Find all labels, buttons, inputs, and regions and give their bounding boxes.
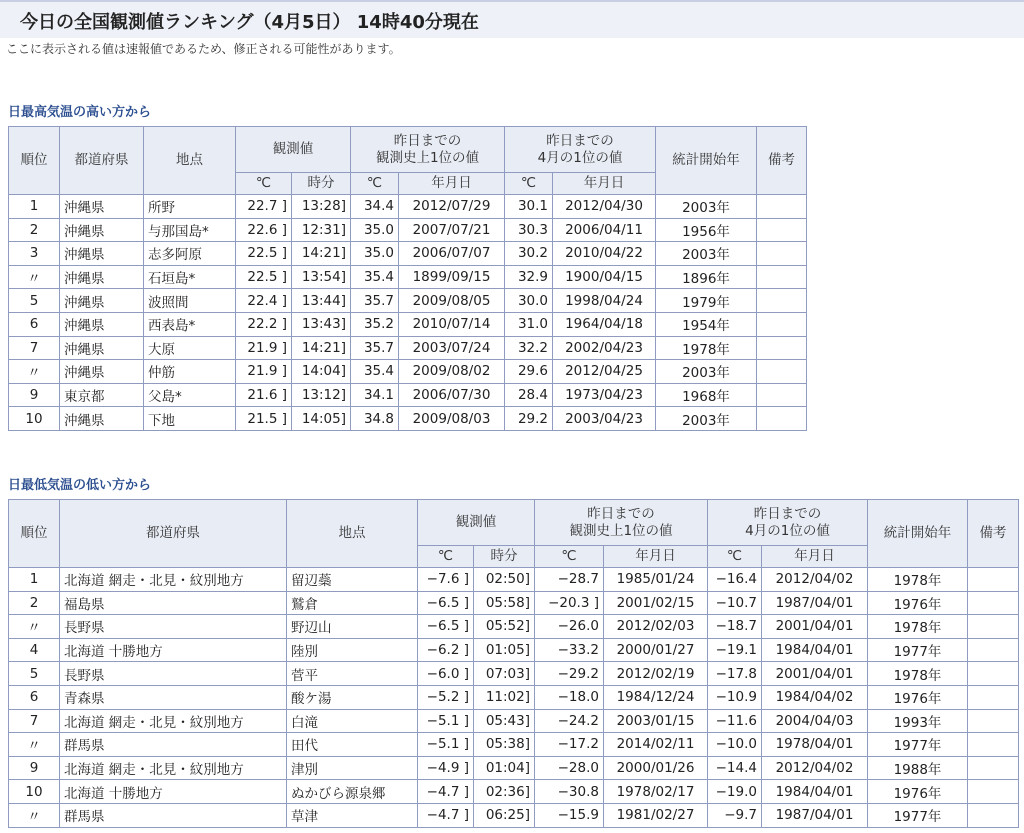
- cell-place: 草津: [287, 803, 418, 827]
- cell-historical-date: 2000/01/26: [604, 756, 708, 780]
- cell-historical-value: 35.2: [351, 312, 399, 336]
- header-observed: 観測値: [418, 500, 535, 546]
- subheader-date: 年月日: [604, 546, 708, 568]
- table-row: [9, 242, 807, 266]
- cell-prefecture: 長野県: [60, 615, 287, 639]
- cell-historical-date: 1984/12/24: [604, 685, 708, 709]
- cell-start-year: 1954年: [656, 312, 757, 336]
- cell-historical-value: 35.0: [351, 242, 399, 266]
- subheader-degC: ℃: [708, 546, 762, 568]
- cell-prefecture: 長野県: [60, 662, 287, 686]
- cell-note: [968, 591, 1019, 615]
- low-temp-heading: 日最低気温の低い方から: [8, 478, 152, 493]
- cell-prefecture: 北海道 網走・北見・紋別地方: [60, 568, 287, 592]
- cell-observed-value: −5.1 ]: [418, 709, 474, 733]
- table-row: [9, 336, 807, 360]
- cell-april-date: 2001/04/01: [762, 662, 868, 686]
- subheader-time: 時分: [474, 546, 535, 568]
- cell-observed-value: 22.5 ]: [236, 242, 292, 266]
- cell-april-date: 2001/04/01: [762, 615, 868, 639]
- cell-observed-value: 21.9 ]: [236, 336, 292, 360]
- cell-observed-value: 22.2 ]: [236, 312, 292, 336]
- cell-rank: 1: [9, 195, 60, 219]
- cell-april-value: 30.2: [505, 242, 553, 266]
- cell-april-date: 2012/04/25: [553, 360, 656, 384]
- cell-historical-date: 2003/07/24: [399, 336, 505, 360]
- cell-observed-time: 05:52]: [474, 615, 535, 639]
- header-rank: 順位: [9, 127, 60, 195]
- cell-place: 留辺蘂: [287, 568, 418, 592]
- cell-rank: 〃: [9, 803, 60, 827]
- cell-prefecture: 沖縄県: [60, 265, 144, 289]
- cell-april-value: 28.4: [505, 383, 553, 407]
- cell-historical-date: 2010/07/14: [399, 312, 505, 336]
- cell-observed-value: 22.4 ]: [236, 289, 292, 313]
- table-row: [9, 756, 1019, 780]
- cell-prefecture: 沖縄県: [60, 242, 144, 266]
- cell-start-year: 1977年: [868, 638, 968, 662]
- cell-observed-value: −6.0 ]: [418, 662, 474, 686]
- cell-observed-value: 21.6 ]: [236, 383, 292, 407]
- cell-rank: 9: [9, 383, 60, 407]
- cell-rank: 7: [9, 336, 60, 360]
- cell-observed-value: −4.9 ]: [418, 756, 474, 780]
- cell-start-year: 1956年: [656, 218, 757, 242]
- cell-note: [968, 615, 1019, 639]
- cell-observed-value: −7.6 ]: [418, 568, 474, 592]
- cell-place: 与那国島*: [144, 218, 236, 242]
- cell-historical-date: 1978/02/17: [604, 780, 708, 804]
- table-row: [9, 709, 1019, 733]
- cell-april-date: 2004/04/03: [762, 709, 868, 733]
- cell-april-value: 32.2: [505, 336, 553, 360]
- cell-historical-value: 34.1: [351, 383, 399, 407]
- cell-april-date: 1984/04/01: [762, 780, 868, 804]
- cell-note: [968, 568, 1019, 592]
- cell-historical-date: 2006/07/30: [399, 383, 505, 407]
- header-notes: 備考: [757, 127, 807, 195]
- cell-april-value: −19.0: [708, 780, 762, 804]
- cell-prefecture: 沖縄県: [60, 218, 144, 242]
- cell-historical-date: 2007/07/21: [399, 218, 505, 242]
- cell-note: [757, 383, 807, 407]
- cell-start-year: 1896年: [656, 265, 757, 289]
- cell-start-year: 2003年: [656, 195, 757, 219]
- cell-note: [757, 218, 807, 242]
- subheader-degC: ℃: [505, 173, 553, 195]
- cell-start-year: 2003年: [656, 407, 757, 431]
- cell-rank: 5: [9, 662, 60, 686]
- table-row: [9, 265, 807, 289]
- cell-prefecture: 北海道 網走・北見・紋別地方: [60, 756, 287, 780]
- cell-historical-value: −15.9: [535, 803, 604, 827]
- table-row: [9, 733, 1019, 757]
- cell-historical-date: 1981/02/27: [604, 803, 708, 827]
- subheader-date: 年月日: [399, 173, 505, 195]
- cell-april-value: 30.3: [505, 218, 553, 242]
- cell-start-year: 1979年: [656, 289, 757, 313]
- cell-observed-time: 14:21]: [292, 242, 351, 266]
- table-row: [9, 568, 1019, 592]
- cell-historical-value: −29.2: [535, 662, 604, 686]
- cell-place: ぬかびら源泉郷: [287, 780, 418, 804]
- cell-start-year: 1976年: [868, 591, 968, 615]
- cell-observed-time: 13:12]: [292, 383, 351, 407]
- cell-rank: 〃: [9, 733, 60, 757]
- cell-observed-time: 05:58]: [474, 591, 535, 615]
- table-row: [9, 662, 1019, 686]
- page-title: 今日の全国観測値ランキング（4月5日） 14時40分現在: [20, 12, 479, 33]
- cell-april-value: 31.0: [505, 312, 553, 336]
- cell-note: [757, 195, 807, 219]
- cell-historical-date: 2000/01/27: [604, 638, 708, 662]
- cell-prefecture: 沖縄県: [60, 195, 144, 219]
- cell-start-year: 2003年: [656, 360, 757, 384]
- cell-historical-value: −20.3 ]: [535, 591, 604, 615]
- cell-prefecture: 北海道 網走・北見・紋別地方: [60, 709, 287, 733]
- cell-observed-time: 14:04]: [292, 360, 351, 384]
- cell-start-year: 1978年: [656, 336, 757, 360]
- cell-observed-time: 14:21]: [292, 336, 351, 360]
- cell-start-year: 1988年: [868, 756, 968, 780]
- cell-prefecture: 沖縄県: [60, 312, 144, 336]
- cell-historical-date: 1985/01/24: [604, 568, 708, 592]
- header-notes: 備考: [968, 500, 1019, 568]
- cell-april-date: 2012/04/02: [762, 568, 868, 592]
- table-row: [9, 638, 1019, 662]
- cell-observed-time: 01:04]: [474, 756, 535, 780]
- cell-note: [757, 312, 807, 336]
- header-prefecture: 都道府県: [60, 127, 144, 195]
- cell-observed-time: 02:50]: [474, 568, 535, 592]
- table-row: [9, 195, 807, 219]
- cell-april-date: 2003/04/23: [553, 407, 656, 431]
- cell-start-year: 1978年: [868, 615, 968, 639]
- cell-prefecture: 沖縄県: [60, 336, 144, 360]
- cell-april-date: 1987/04/01: [762, 591, 868, 615]
- subheader-degC: ℃: [351, 173, 399, 195]
- cell-prefecture: 北海道 十勝地方: [60, 638, 287, 662]
- cell-prefecture: 沖縄県: [60, 360, 144, 384]
- header-observed: 観測値: [236, 127, 351, 173]
- table-row: [9, 218, 807, 242]
- cell-rank: 2: [9, 591, 60, 615]
- cell-rank: 〃: [9, 265, 60, 289]
- cell-start-year: 1993年: [868, 709, 968, 733]
- high-temp-table: [8, 126, 807, 431]
- cell-april-date: 1984/04/01: [762, 638, 868, 662]
- cell-historical-date: 2014/02/11: [604, 733, 708, 757]
- cell-place: 大原: [144, 336, 236, 360]
- cell-april-value: −11.6: [708, 709, 762, 733]
- cell-historical-date: 2009/08/03: [399, 407, 505, 431]
- cell-rank: 4: [9, 638, 60, 662]
- cell-place: 白滝: [287, 709, 418, 733]
- cell-historical-date: 1899/09/15: [399, 265, 505, 289]
- cell-historical-date: 2003/01/15: [604, 709, 708, 733]
- cell-prefecture: 青森県: [60, 685, 287, 709]
- cell-observed-value: 21.9 ]: [236, 360, 292, 384]
- cell-april-value: −9.7: [708, 803, 762, 827]
- cell-observed-value: 22.6 ]: [236, 218, 292, 242]
- cell-place: 津別: [287, 756, 418, 780]
- cell-historical-value: −30.8: [535, 780, 604, 804]
- high-temp-rows: [9, 195, 807, 431]
- subheader-degC: ℃: [535, 546, 604, 568]
- cell-start-year: 1978年: [868, 568, 968, 592]
- cell-historical-value: 34.8: [351, 407, 399, 431]
- cell-april-value: 29.2: [505, 407, 553, 431]
- cell-april-value: −16.4: [708, 568, 762, 592]
- table-row: [9, 360, 807, 384]
- cell-note: [757, 242, 807, 266]
- cell-place: 父島*: [144, 383, 236, 407]
- table-row: [9, 407, 807, 431]
- header-historical-record: 昨日までの 観測史上1位の値: [535, 500, 708, 546]
- cell-april-value: −10.7: [708, 591, 762, 615]
- cell-prefecture: 北海道 十勝地方: [60, 780, 287, 804]
- cell-observed-value: 21.5 ]: [236, 407, 292, 431]
- cell-historical-date: 2012/02/03: [604, 615, 708, 639]
- cell-note: [968, 685, 1019, 709]
- header-place: 地点: [144, 127, 236, 195]
- header-historical-record: 昨日までの 観測史上1位の値: [351, 127, 505, 173]
- cell-historical-date: 2001/02/15: [604, 591, 708, 615]
- cell-historical-value: −28.7: [535, 568, 604, 592]
- cell-april-value: −18.7: [708, 615, 762, 639]
- cell-start-year: 1976年: [868, 685, 968, 709]
- header-rank: 順位: [9, 500, 60, 568]
- cell-observed-time: 06:25]: [474, 803, 535, 827]
- cell-rank: 〃: [9, 360, 60, 384]
- cell-note: [757, 336, 807, 360]
- cell-april-value: 32.9: [505, 265, 553, 289]
- subheader-time: 時分: [292, 173, 351, 195]
- disclaimer-note: ここに表示される値は速報値であるため、修正される可能性があります。: [6, 42, 401, 56]
- cell-place: 志多阿原: [144, 242, 236, 266]
- low-temp-table: [8, 499, 1019, 828]
- cell-historical-value: −24.2: [535, 709, 604, 733]
- cell-place: 田代: [287, 733, 418, 757]
- subheader-date: 年月日: [553, 173, 656, 195]
- cell-april-date: 1978/04/01: [762, 733, 868, 757]
- cell-april-value: 30.1: [505, 195, 553, 219]
- cell-historical-value: 34.4: [351, 195, 399, 219]
- cell-note: [968, 756, 1019, 780]
- cell-rank: 10: [9, 780, 60, 804]
- cell-observed-time: 02:36]: [474, 780, 535, 804]
- cell-historical-date: 2012/02/19: [604, 662, 708, 686]
- cell-place: 波照間: [144, 289, 236, 313]
- cell-rank: 3: [9, 242, 60, 266]
- cell-note: [968, 803, 1019, 827]
- high-temp-heading: 日最高気温の高い方から: [8, 105, 152, 120]
- cell-prefecture: 福島県: [60, 591, 287, 615]
- table-row: [9, 289, 807, 313]
- cell-place: 西表島*: [144, 312, 236, 336]
- header-start-year: 統計開始年: [656, 127, 757, 195]
- cell-observed-value: −6.5 ]: [418, 591, 474, 615]
- cell-place: 石垣島*: [144, 265, 236, 289]
- cell-historical-value: 35.7: [351, 289, 399, 313]
- cell-place: 仲筋: [144, 360, 236, 384]
- header-april-record: 昨日までの 4月の1位の値: [505, 127, 656, 173]
- low-temp-rows: [9, 568, 1019, 828]
- cell-observed-time: 05:43]: [474, 709, 535, 733]
- cell-start-year: 1977年: [868, 803, 968, 827]
- cell-observed-time: 13:54]: [292, 265, 351, 289]
- cell-place: 菅平: [287, 662, 418, 686]
- cell-observed-time: 12:31]: [292, 218, 351, 242]
- cell-note: [757, 265, 807, 289]
- table-row: [9, 685, 1019, 709]
- cell-april-value: −10.0: [708, 733, 762, 757]
- cell-historical-date: 2009/08/02: [399, 360, 505, 384]
- cell-historical-value: −28.0: [535, 756, 604, 780]
- cell-prefecture: 群馬県: [60, 733, 287, 757]
- cell-note: [968, 662, 1019, 686]
- cell-observed-time: 13:28]: [292, 195, 351, 219]
- table-row: [9, 803, 1019, 827]
- cell-april-value: −19.1: [708, 638, 762, 662]
- cell-note: [757, 407, 807, 431]
- cell-observed-value: 22.7 ]: [236, 195, 292, 219]
- cell-observed-value: −4.7 ]: [418, 803, 474, 827]
- cell-start-year: 1978年: [868, 662, 968, 686]
- cell-april-value: −17.8: [708, 662, 762, 686]
- cell-rank: 6: [9, 312, 60, 336]
- cell-note: [757, 360, 807, 384]
- cell-place: 所野: [144, 195, 236, 219]
- cell-observed-time: 01:05]: [474, 638, 535, 662]
- subheader-degC: ℃: [236, 173, 292, 195]
- cell-start-year: 1968年: [656, 383, 757, 407]
- cell-place: 酸ケ湯: [287, 685, 418, 709]
- cell-april-date: 1900/04/15: [553, 265, 656, 289]
- cell-place: 下地: [144, 407, 236, 431]
- header-place: 地点: [287, 500, 418, 568]
- cell-historical-value: 35.4: [351, 360, 399, 384]
- cell-observed-time: 13:44]: [292, 289, 351, 313]
- cell-april-value: −14.4: [708, 756, 762, 780]
- table-row: [9, 591, 1019, 615]
- subheader-degC: ℃: [418, 546, 474, 568]
- cell-observed-time: 14:05]: [292, 407, 351, 431]
- table-row: [9, 780, 1019, 804]
- table-row: [9, 383, 807, 407]
- table-row: [9, 615, 1019, 639]
- cell-historical-value: −18.0: [535, 685, 604, 709]
- cell-historical-value: −26.0: [535, 615, 604, 639]
- cell-place: 鷲倉: [287, 591, 418, 615]
- cell-start-year: 1976年: [868, 780, 968, 804]
- cell-observed-value: 22.5 ]: [236, 265, 292, 289]
- cell-historical-value: 35.0: [351, 218, 399, 242]
- cell-april-date: 2002/04/23: [553, 336, 656, 360]
- cell-rank: 9: [9, 756, 60, 780]
- cell-prefecture: 沖縄県: [60, 407, 144, 431]
- cell-april-value: −10.9: [708, 685, 762, 709]
- cell-historical-date: 2012/07/29: [399, 195, 505, 219]
- cell-observed-value: −5.1 ]: [418, 733, 474, 757]
- header-april-record: 昨日までの 4月の1位の値: [708, 500, 868, 546]
- cell-april-date: 2006/04/11: [553, 218, 656, 242]
- cell-rank: 6: [9, 685, 60, 709]
- cell-prefecture: 沖縄県: [60, 289, 144, 313]
- cell-april-date: 1964/04/18: [553, 312, 656, 336]
- cell-historical-value: −33.2: [535, 638, 604, 662]
- subheader-date: 年月日: [762, 546, 868, 568]
- cell-rank: 1: [9, 568, 60, 592]
- cell-historical-value: −17.2: [535, 733, 604, 757]
- cell-rank: 7: [9, 709, 60, 733]
- cell-note: [968, 709, 1019, 733]
- cell-april-date: 2012/04/02: [762, 756, 868, 780]
- cell-historical-value: 35.7: [351, 336, 399, 360]
- cell-note: [968, 780, 1019, 804]
- cell-start-year: 1977年: [868, 733, 968, 757]
- cell-note: [968, 733, 1019, 757]
- cell-historical-date: 2006/07/07: [399, 242, 505, 266]
- cell-april-value: 30.0: [505, 289, 553, 313]
- cell-april-date: 1987/04/01: [762, 803, 868, 827]
- cell-prefecture: 東京都: [60, 383, 144, 407]
- table-row: [9, 312, 807, 336]
- cell-april-date: 1984/04/02: [762, 685, 868, 709]
- cell-observed-time: 11:02]: [474, 685, 535, 709]
- cell-note: [757, 289, 807, 313]
- cell-april-date: 2010/04/22: [553, 242, 656, 266]
- cell-historical-value: 35.4: [351, 265, 399, 289]
- cell-start-year: 2003年: [656, 242, 757, 266]
- cell-place: 陸別: [287, 638, 418, 662]
- cell-observed-time: 07:03]: [474, 662, 535, 686]
- cell-rank: 〃: [9, 615, 60, 639]
- header-start-year: 統計開始年: [868, 500, 968, 568]
- cell-april-date: 1998/04/24: [553, 289, 656, 313]
- cell-april-value: 29.6: [505, 360, 553, 384]
- cell-april-date: 2012/04/30: [553, 195, 656, 219]
- title-bar: [0, 0, 1024, 38]
- cell-rank: 5: [9, 289, 60, 313]
- cell-observed-value: −5.2 ]: [418, 685, 474, 709]
- cell-observed-time: 05:38]: [474, 733, 535, 757]
- cell-observed-value: −6.5 ]: [418, 615, 474, 639]
- cell-rank: 10: [9, 407, 60, 431]
- cell-note: [968, 638, 1019, 662]
- cell-rank: 2: [9, 218, 60, 242]
- cell-observed-time: 13:43]: [292, 312, 351, 336]
- cell-observed-value: −4.7 ]: [418, 780, 474, 804]
- cell-place: 野辺山: [287, 615, 418, 639]
- cell-observed-value: −6.2 ]: [418, 638, 474, 662]
- cell-historical-date: 2009/08/05: [399, 289, 505, 313]
- cell-prefecture: 群馬県: [60, 803, 287, 827]
- cell-april-date: 1973/04/23: [553, 383, 656, 407]
- header-prefecture: 都道府県: [60, 500, 287, 568]
